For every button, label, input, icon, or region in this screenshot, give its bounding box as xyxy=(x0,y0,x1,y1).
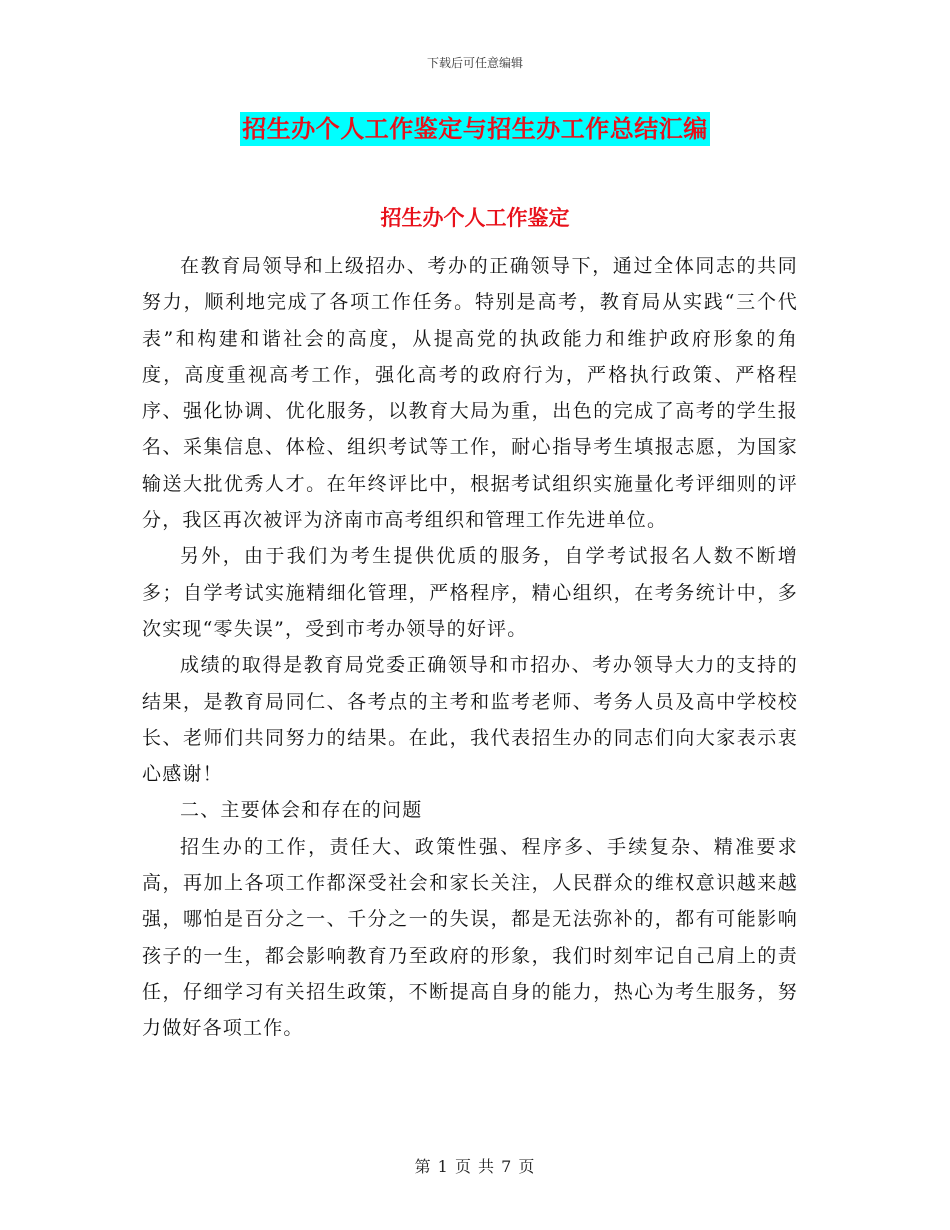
paragraph: 在教育局领导和上级招办、考办的正确领导下，通过全体同志的共同努力，顺利地完成了各项工作任务。特别是高考，教育局从实践“三个代表”和构建和谐社会的高度，从提高党的执政能力和维护政府形象的角度，高度重视高考工作，强化高考的政府行为，严格执行政策、严格程序、强化协调、优化服务，以教育大局为重，出色的完成了高考的学生报名、采集信息、体检、组织考试等工作，耐心指导考生填报志愿，为国家输送大批优秀人才。在年终评比中，根据考试组织实施量化考评细则的评分，我区再次被评为济南市高考组织和管理工作先进单位。 xyxy=(142,255,798,532)
paragraph: 招生办的工作，责任大、政策性强、程序多、手续复杂、精准要求高，再加上各项工作都深受社会和家长关注，人民群众的维权意识越来越强，哪怕是百分之一、千分之一的失误，都是无法弥补的，都有可能影响孩子的一生，都会影响教育乃至政府的形象，我们时刻牢记自己肩上的责任，仔细学习有关招生政策，不断提高自身的能力，热心为考生服务，努力做好各项工作。 xyxy=(142,835,798,1040)
section-title: 招生办个人工作鉴定 xyxy=(380,206,570,230)
document-title-wrap xyxy=(0,112,950,146)
document-title: 招生办个人工作鉴定与招生办工作总结汇编 xyxy=(240,112,710,146)
paragraph: 成绩的取得是教育局党委正确领导和市招办、考办领导大力的支持的结果，是教育局同仁、各考点的主考和监考老师、考务人员及高中学校校长、老师们共同努力的结果。在此，我代表招生办的同志们向大家表示衷心感谢！ xyxy=(142,654,798,786)
subheading: 二、主要体会和存在的问题 xyxy=(180,799,423,822)
paragraph: 另外，由于我们为考生提供优质的服务，自学考试报名人数不断增多；自学考试实施精细化管理，严格程序，精心组织，在考务统计中，多次实现“零失误”，受到市考办领导的好评。 xyxy=(142,545,798,640)
header-note: 下载后可任意编辑 xyxy=(426,56,523,70)
page-number: 第 1 页 共 7 页 xyxy=(414,1157,536,1176)
document-body xyxy=(142,248,798,1047)
